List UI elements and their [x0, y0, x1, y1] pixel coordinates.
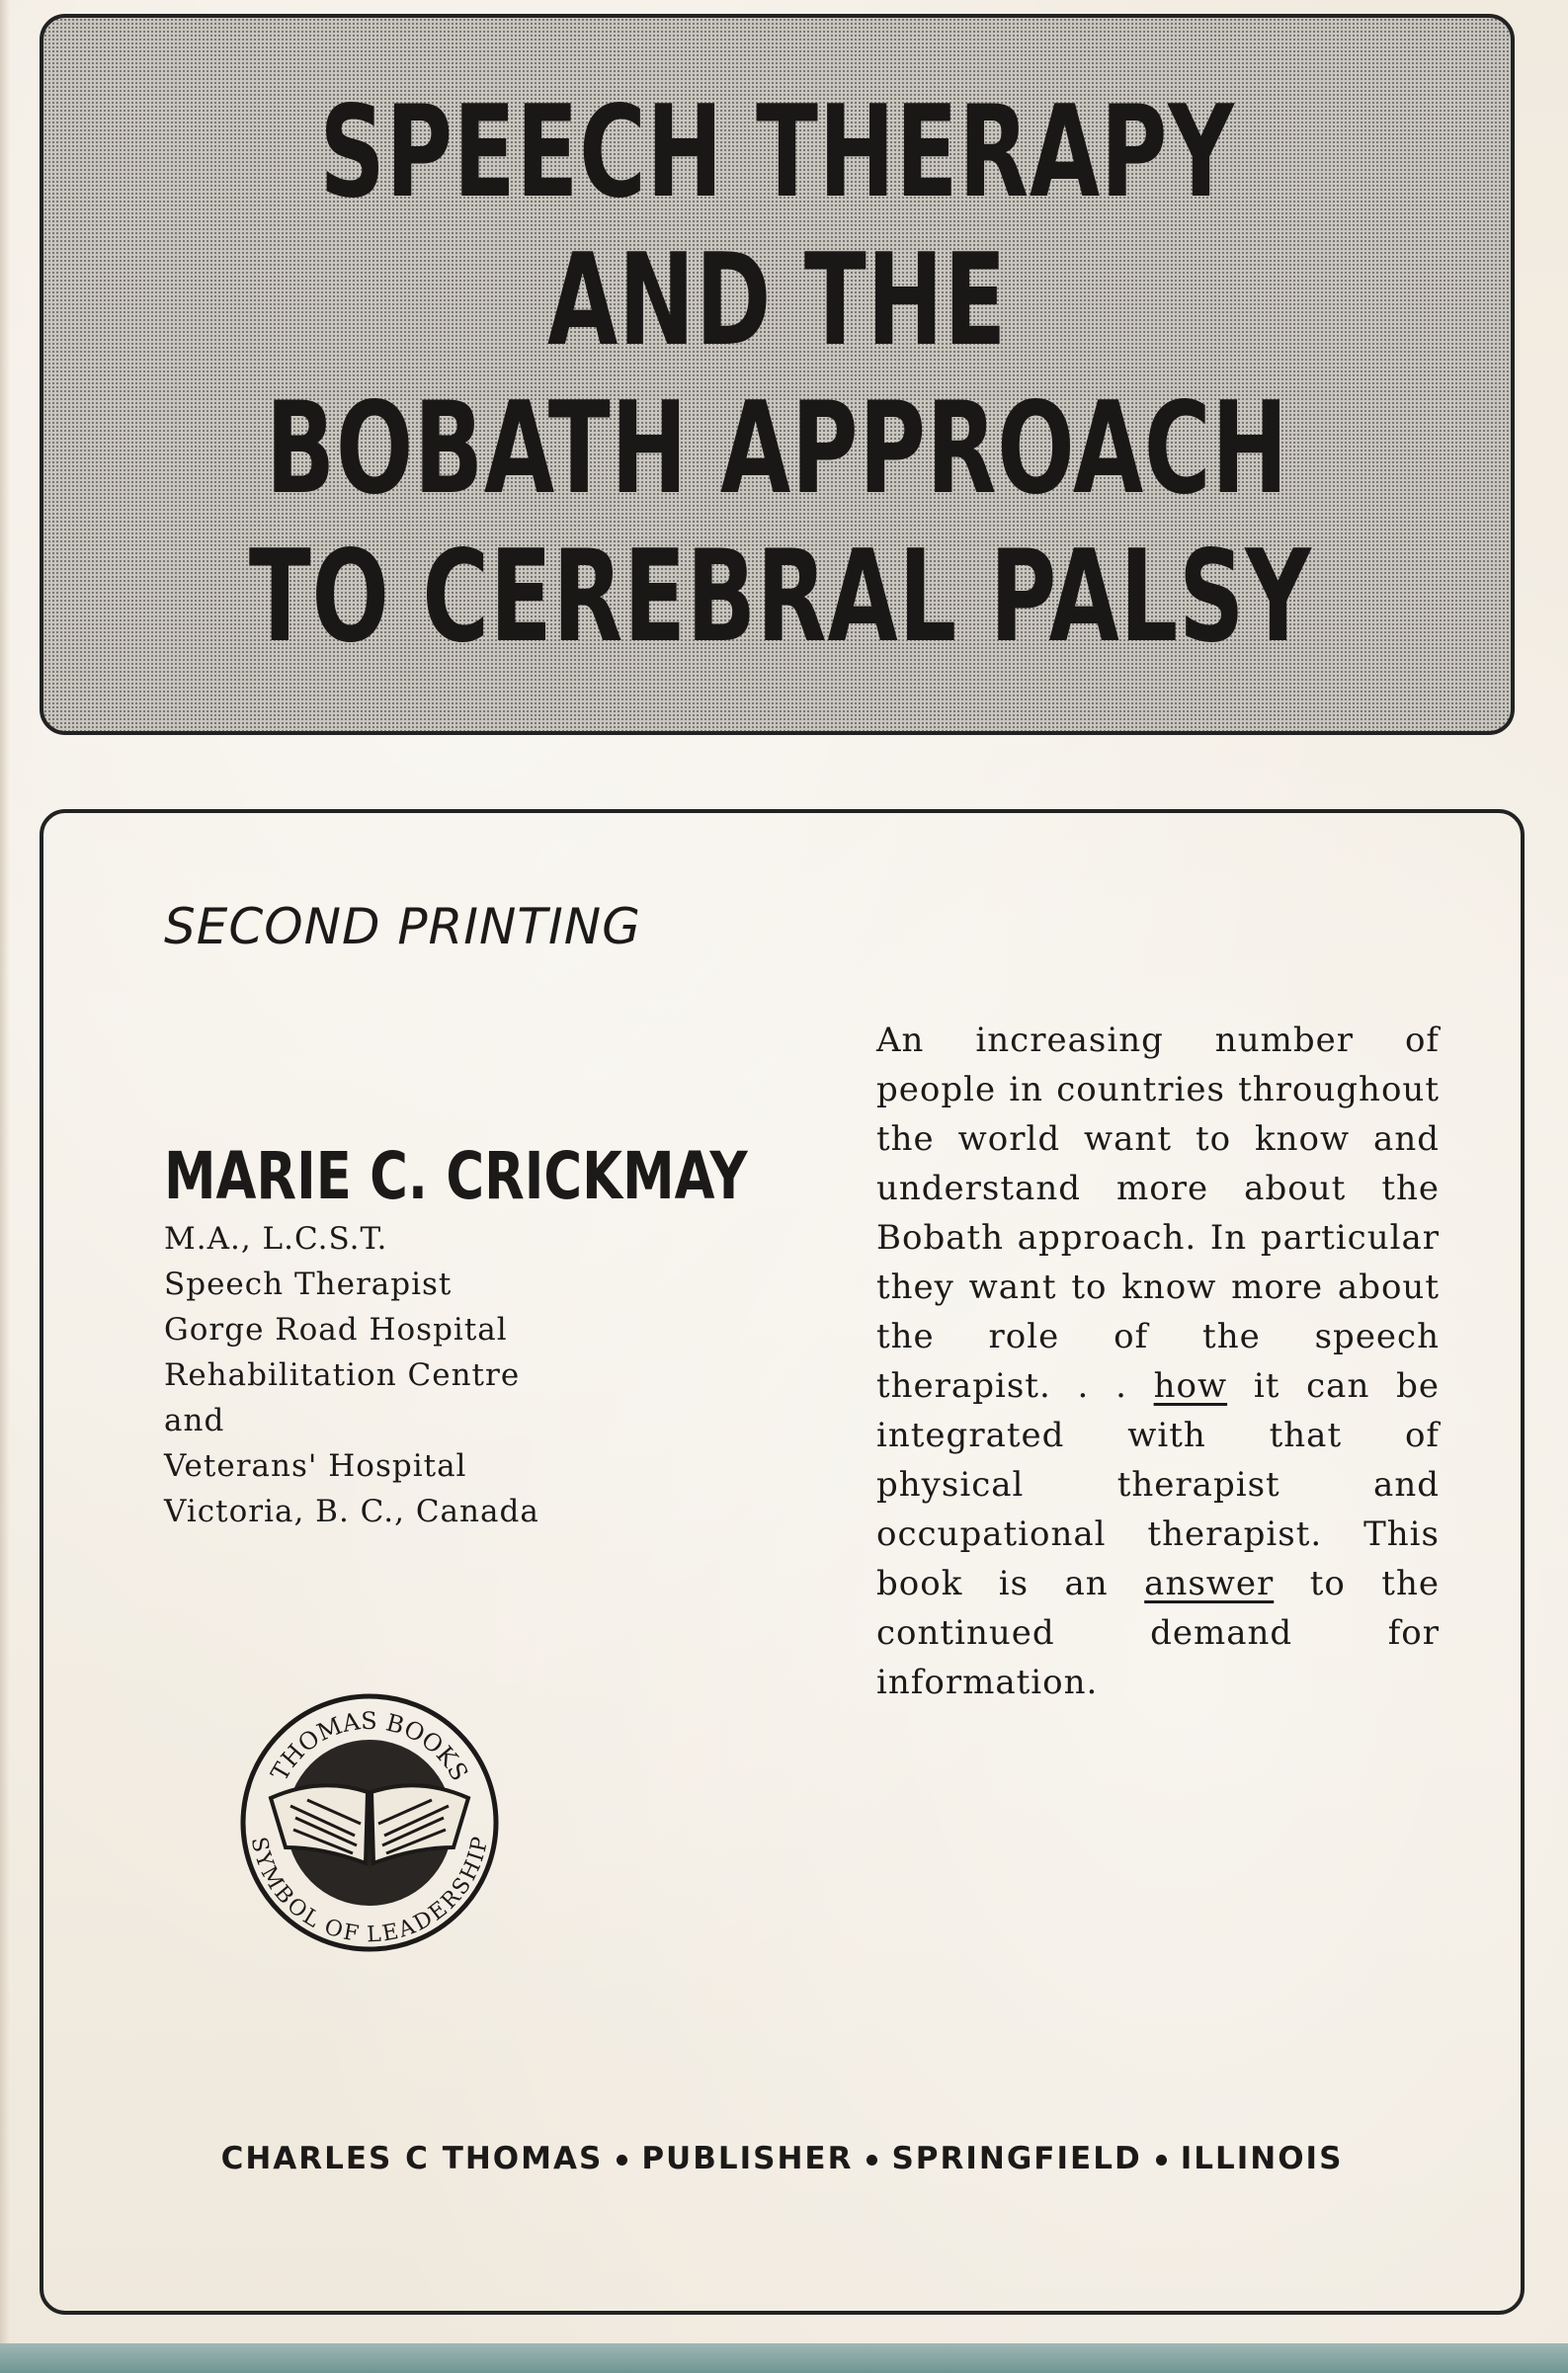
author-credit: Rehabilitation Centre — [164, 1357, 521, 1393]
cover-edge — [0, 0, 10, 2373]
publisher-state: ILLINOIS — [1180, 2141, 1344, 2176]
author-credit: Gorge Road Hospital — [164, 1312, 508, 1348]
blurb-underlined-word: answer — [1144, 1564, 1275, 1603]
blurb-part: An increasing number of people in countries throughout the world want to know and understand more about the Bobath approach. In particular they want to know more about the role of the speech therapist. . . — [876, 1021, 1440, 1406]
publisher-label: PUBLISHER — [641, 2141, 854, 2176]
seal-top-text: THOMAS BOOKS — [265, 1706, 474, 1786]
author-credit: M.A., L.C.S.T. — [164, 1221, 388, 1257]
title-line-4: TO CEREBRAL PALSY — [248, 524, 1312, 671]
author-name: MARIE C. CRICKMAY — [164, 1138, 748, 1214]
author-credit: Victoria, B. C., Canada — [164, 1494, 539, 1529]
author-credit: Veterans' Hospital — [164, 1448, 467, 1484]
bullet-icon — [867, 2155, 877, 2166]
blurb-part: to the continued demand for information. — [876, 1564, 1440, 1702]
author-block — [164, 1137, 893, 1534]
title-line-2: AND THE — [546, 227, 1008, 374]
publisher-name: CHARLES C THOMAS — [220, 2141, 604, 2176]
blurb-part: it can be integrated with that of physical therapist and occupational therapist. This book is an — [876, 1366, 1440, 1603]
info-panel — [40, 809, 1525, 2315]
author-credit: Speech Therapist — [164, 1267, 453, 1302]
title-panel — [40, 14, 1515, 735]
bullet-icon — [617, 2155, 627, 2166]
thomas-books-seal — [236, 1689, 503, 1956]
spine-strip — [0, 2343, 1568, 2373]
blurb-underlined-word: how — [1153, 1366, 1228, 1406]
title-line-3: BOBATH APPROACH — [265, 375, 1289, 523]
author-credit: and — [164, 1403, 225, 1438]
blurb-text — [876, 1016, 1440, 1707]
bullet-icon — [1156, 2155, 1167, 2166]
title-line-1: SPEECH THERAPY — [319, 79, 1235, 226]
printing-label: SECOND PRINTING — [164, 898, 641, 955]
seal-bottom-text: SYMBOL OF LEADERSHIP — [245, 1835, 494, 1948]
publisher-city: SPRINGFIELD — [891, 2141, 1142, 2176]
publisher-line — [43, 2141, 1521, 2176]
